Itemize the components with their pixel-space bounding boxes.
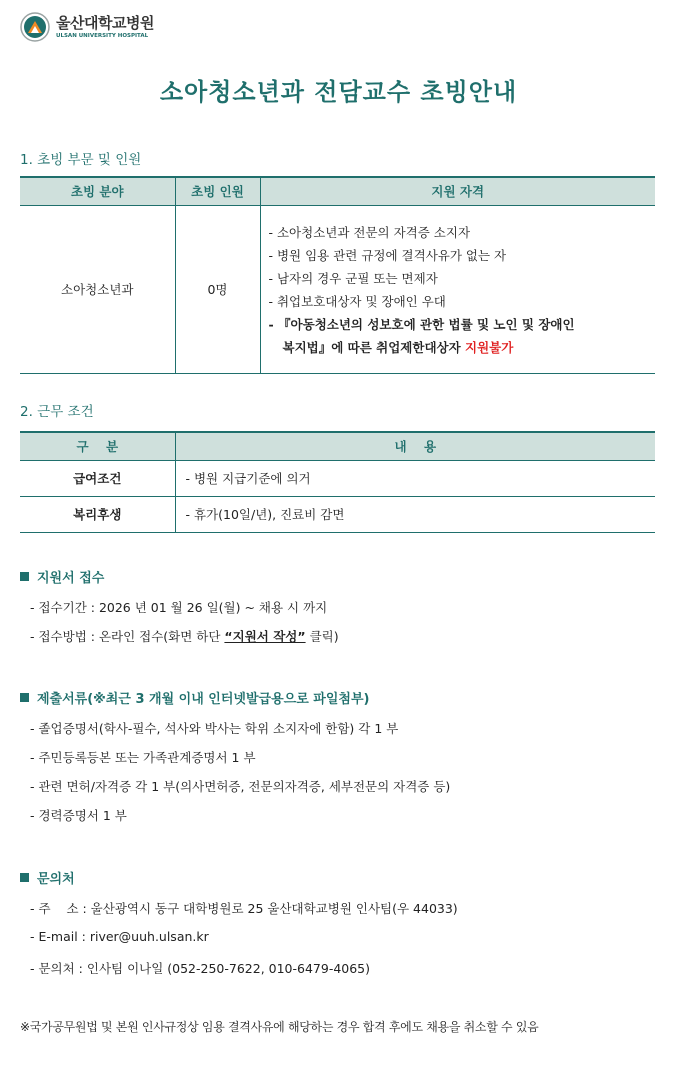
table-row [20, 205, 655, 373]
qualification-item: - 남자의 경우 군필 또는 면제자 [268, 271, 438, 286]
col-count-header: 초빙 인원 [175, 177, 260, 205]
count-cell: 0명 [175, 205, 260, 373]
col-content-header: 내 용 [175, 432, 655, 460]
section1-heading: 1. 초빙 부문 및 인원 [20, 152, 142, 168]
contact-address: - 주 소 : 울산광역시 동구 대학병원로 25 울산대학교병원 인사팀(우 44033) [30, 901, 458, 916]
footnote: ※국가공무원법 및 본원 인사규정상 임용 결격사유에 해당하는 경우 합격 후에도 채용을 취소할 수 있음 [20, 1020, 539, 1034]
contact-phone: - 문의처 : 인사팀 이나일 (052-250-7622, 010-6479-4065) [30, 961, 371, 976]
field-cell: 소아청소년과 [20, 205, 175, 373]
contact-heading [20, 868, 75, 887]
col-category-header: 구 분 [20, 432, 175, 460]
col-qualification-header: 지원 자격 [260, 177, 655, 205]
application-method-prefix: - 접수방법 : 온라인 접수(화면 하단 [30, 629, 225, 644]
documents-heading-text: 제출서류(※최근 3 개월 이내 인터넷발급용으로 파일첨부) [37, 692, 370, 707]
document-item: - 주민등록등본 또는 가족관계증명서 1 부 [30, 750, 256, 765]
condition-value: - 휴가(10일/년), 진료비 감면 [175, 496, 655, 532]
square-bullet-icon [20, 693, 29, 702]
document-item: - 관련 면허/자격증 각 1 부(의사면허증, 전문의자격증, 세부전문의 자격증 등) [30, 779, 451, 794]
col-field-header: 초빙 분야 [20, 177, 175, 205]
conditions-table [20, 431, 655, 533]
table-row [20, 460, 655, 496]
table-row [20, 496, 655, 532]
logo-english-text: ULSAN UNIVERSITY HOSPITAL [56, 32, 149, 39]
recruitment-table [20, 176, 655, 374]
application-heading [20, 567, 104, 586]
qualification-item: - 취업보호대상자 및 장애인 우대 [268, 294, 446, 309]
square-bullet-icon [20, 572, 29, 581]
square-bullet-icon [20, 873, 29, 882]
contact-heading-text: 문의처 [37, 872, 75, 887]
contact-email: - E-mail : river@uuh.ulsan.kr [30, 929, 209, 944]
document-item: - 경력증명서 1 부 [30, 808, 127, 823]
application-method [30, 627, 339, 645]
application-method-suffix: 클릭) [305, 629, 339, 644]
condition-label: 급여조건 [20, 460, 175, 496]
document-item: - 졸업증명서(학사-필수, 석사와 박사는 학위 소지자에 한함) 각 1 부 [30, 721, 399, 736]
qualification-text: 복지법』에 따른 취업제한대상자 [282, 340, 466, 355]
hospital-logo [20, 12, 154, 42]
not-eligible-label: 지원불가 [465, 340, 514, 355]
hospital-emblem-icon [20, 12, 50, 42]
qualification-cell [260, 205, 655, 373]
qualification-item: - 소아청소년과 전문의 자격증 소지자 [268, 225, 471, 240]
qualification-item-cont [269, 336, 646, 359]
section2-heading: 2. 근무 조건 [20, 404, 94, 420]
condition-value: - 병원 지급기준에 의거 [175, 460, 655, 496]
application-period: - 접수기간 : 2026 년 01 월 26 일(월) ~ 채용 시 까지 [30, 600, 328, 615]
application-form-link[interactable]: “지원서 작성” [224, 629, 306, 644]
qualification-item: - 『아동청소년의 성보호에 관한 법률 및 노인 및 장애인 [268, 317, 575, 332]
qualification-item: - 병원 임용 관련 규정에 결격사유가 없는 자 [268, 248, 507, 263]
page-title: 소아청소년과 전담교수 초빙안내 [159, 78, 518, 106]
application-heading-text: 지원서 접수 [37, 571, 105, 586]
condition-label: 복리후생 [20, 496, 175, 532]
logo-korean-text: 울산대학교병원 [56, 13, 154, 32]
documents-heading [20, 688, 369, 707]
